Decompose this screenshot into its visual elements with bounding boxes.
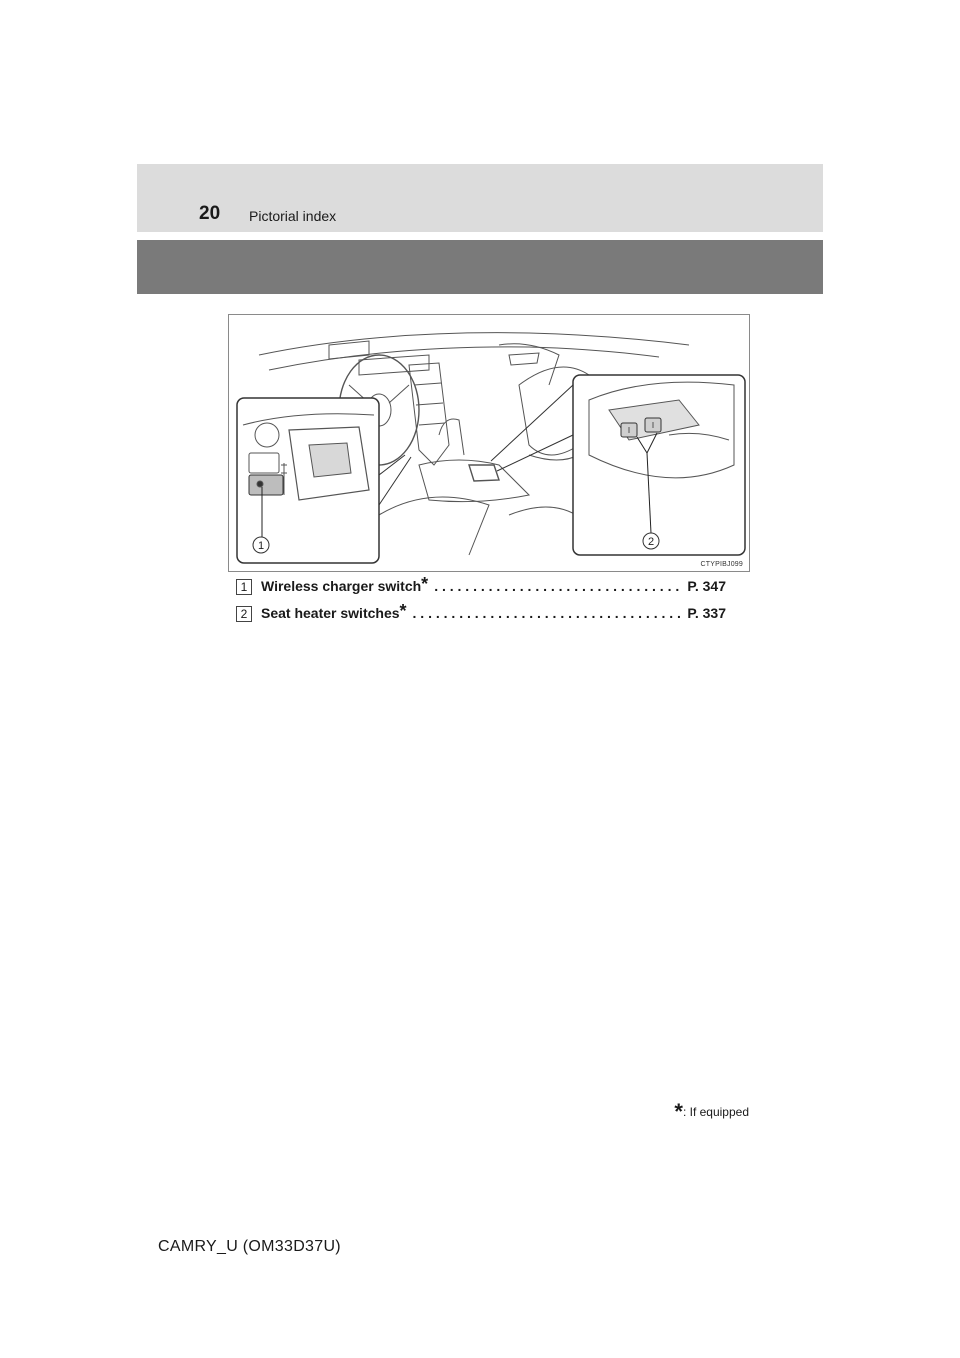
callout-2-label: 2: [647, 536, 655, 548]
footnote: [674, 1096, 749, 1122]
page-reference-link[interactable]: P. 337: [687, 605, 726, 621]
asterisk-mark: *: [399, 601, 407, 621]
item-number-badge: 2: [236, 606, 252, 622]
list-item: [236, 574, 726, 598]
header-band: [137, 164, 823, 232]
footnote-text: : If equipped: [682, 1105, 749, 1119]
document-code: CAMRY_U (OM33D37U): [158, 1238, 341, 1255]
item-number-badge: 1: [236, 579, 252, 595]
car-interior-drawing: [229, 315, 750, 572]
page-number: 20: [199, 203, 221, 224]
item-label: Wireless charger switch: [261, 578, 422, 594]
asterisk-mark: *: [421, 574, 429, 594]
interior-illustration: [228, 314, 750, 572]
section-title: Pictorial index: [249, 208, 337, 224]
figure-code: CTYPIBJ099: [700, 561, 743, 568]
dot-leader: [434, 578, 683, 594]
item-label: Seat heater switches: [261, 605, 400, 621]
callout-1-label: 1: [257, 540, 265, 552]
title-bar: [137, 240, 823, 294]
footnote-asterisk: *: [674, 1099, 683, 1124]
page-reference-link[interactable]: P. 347: [687, 578, 726, 594]
dot-leader: [413, 605, 684, 621]
list-item: [236, 601, 726, 625]
